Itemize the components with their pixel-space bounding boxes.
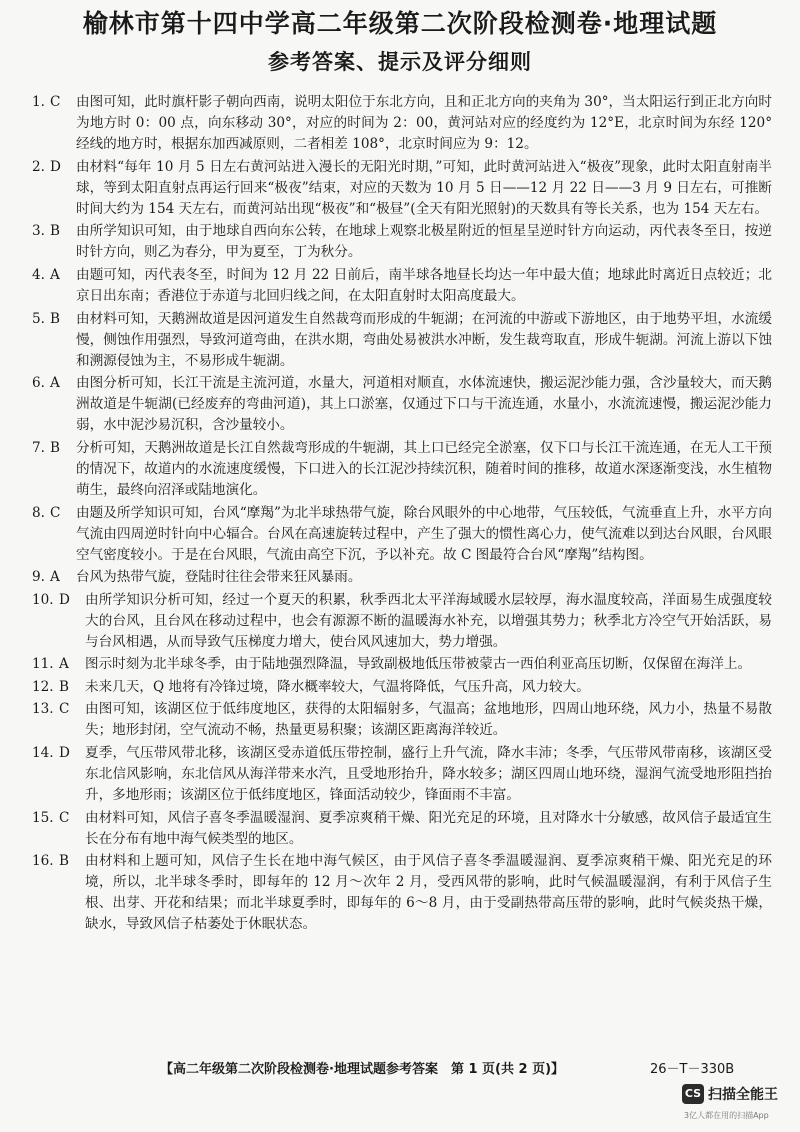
answer-item — [32, 373, 772, 436]
answer-item — [32, 677, 772, 698]
answer-item — [32, 567, 772, 588]
answer-number: 1. — [32, 94, 45, 110]
document-subtitle: 参考答案、提示及评分细则 — [268, 50, 532, 74]
answer-item — [32, 654, 772, 675]
answer-number: 14. — [32, 744, 54, 761]
answer-item — [32, 503, 772, 566]
answer-item — [32, 438, 772, 501]
answer-number: 2. — [32, 158, 45, 175]
footer-page-info: 【高二年级第二次阶段检测卷·地理试题参考答案 第 1 页(共 2 页)】 — [160, 1062, 565, 1077]
answer-item — [32, 808, 772, 850]
answer-explanation: 图示时刻为北半球冬季，由于陆地强烈降温，导致副极地低压带被蒙古一西伯利亚高压切断，仅保留在海洋上。 — [85, 656, 752, 673]
answer-number: 10. — [32, 591, 54, 608]
answer-number: 3. — [32, 223, 45, 240]
camscanner-logo-icon: CS — [682, 1084, 704, 1104]
answer-explanation: 台风为热带气旋，登陆时往往会带来狂风暴雨。 — [76, 569, 362, 586]
answer-letter: B — [50, 223, 60, 240]
answer-explanation: 由图可知，该湖区位于低纬度地区，获得的太阳辐射多，气温高；盆地地形，四周山地环绕，风力小，热量不易散失；地形封闭，空气流动不畅，热量更易积聚；该湖区距离海洋较近。 — [85, 701, 772, 739]
answer-explanation: 由题及所学知识可知，台风“摩羯”为北半球热带气旋，除台风眼外的中心地带，气压较低，气流垂直上升，水平方向气流由四周逆时针向中心辐合。台风在高速旋转过程中，产生了强大的惯性离心力，使气流难以到达台风眼，台风眼空气密度较小。于是在台风眼，气流由高空下沉，予以补充。故 C 图最符合台风“摩羯”结构图。 — [76, 504, 772, 563]
answer-letter: C — [59, 701, 70, 718]
answer-number: 5. — [32, 310, 45, 327]
answer-letter: B — [59, 853, 69, 870]
answer-number: 16. — [32, 853, 54, 870]
answer-letter: C — [50, 504, 61, 521]
answer-explanation: 由图分析可知，长江干流是主流河道，水量大，河道相对顺直，水体流速快，搬运泥沙能力强，含沙量较大，而天鹅洲故道是牛轭湖(已经废弃的弯曲河道)，其上口淤塞，仅通过下口与干流连通，水量小，水流流速慢，搬运泥沙能力弱，水中泥沙易沉积，含沙量较小。 — [76, 375, 772, 434]
answer-number: 9. — [32, 569, 45, 586]
answer-number: 7. — [32, 439, 45, 456]
answer-number: 6. — [32, 375, 45, 392]
answer-letter: D — [50, 158, 61, 175]
answer-item — [32, 157, 772, 220]
answer-item — [32, 92, 772, 155]
answer-item — [32, 309, 772, 372]
answer-letter: A — [59, 656, 69, 673]
answer-letter: D — [59, 591, 70, 608]
answer-number: 15. — [32, 809, 54, 826]
footer-code: 26－T－330B — [650, 1062, 735, 1077]
answer-letter: C — [59, 809, 70, 826]
watermark-tagline: 3亿人都在用的扫描App — [684, 1111, 769, 1120]
answer-explanation: 由所学知识分析可知，经过一个夏天的积累，秋季西北太平洋海域暖水层较厚，海水温度较高，洋面易生成强度较大的台风，且台风在移动过程中，也会有源源不断的温暖海水补充，以增强其势力；秋季北方冷空气开始活跃，易与台风相遇，从而导致气压梯度力增大，使台风风速加大，势力增强。 — [85, 591, 772, 650]
answer-explanation: 夏季，气压带风带北移，该湖区受赤道低压带控制，盛行上升气流，降水丰沛；冬季，气压带风带南移，该湖区受东北信风影响，东北信风从海洋带来水汽，且受地形抬升，降水较多；湖区四周山地环绕，湿润气流受地形阻挡抬升，多地形雨；该湖区位于低纬度地区，锋面活动较少，锋面雨不丰富。 — [85, 744, 772, 804]
answer-item — [32, 590, 772, 653]
answer-item — [32, 743, 772, 806]
answer-number: 8. — [32, 504, 45, 521]
answer-letter: A — [50, 375, 60, 392]
answer-explanation: 由题可知，丙代表冬至，时间为 12 月 22 日前后，南半球各地昼长均达一年中最大值；地球此时离近日点较近；北京日出东南；香港位于赤道与北回归线之间，在太阳直射时太阳高度最大。 — [76, 266, 772, 305]
answer-explanation: 由材料可知，风信子喜冬季温暖湿润、夏季凉爽稍干燥、阳光充足的环境，且对降水十分敏感，故风信子最适宜生长在分布有地中海气候类型的地区。 — [85, 809, 772, 847]
answer-explanation: 由材料可知，天鹅洲故道是因河道发生自然裁弯而形成的牛轭湖；在河流的中游或下游地区，由于地势平坦，水流缓慢，侧蚀作用强烈，导致河道弯曲，在洪水期，弯曲处易被洪水冲断，发生裁弯取直，形成牛轭湖。河流上游以下蚀和溯源侵蚀为主，不易形成牛轭湖。 — [76, 310, 772, 369]
answer-item — [32, 699, 772, 741]
answer-letter: A — [50, 266, 60, 283]
answer-number: 13. — [32, 701, 54, 718]
answer-explanation: 由所学知识可知，由于地球自西向东公转，在地球上观察北极星附近的恒星呈逆时针方向运动，丙代表冬至日，按逆时针方向，则乙为春分，甲为夏至，丁为秋分。 — [76, 223, 772, 261]
answer-explanation: 未来几天，Q 地将有冷锋过境，降水概率较大，气温将降低，气压升高，风力较大。 — [85, 678, 590, 695]
answer-letter: A — [50, 569, 60, 586]
answer-number: 4. — [32, 266, 45, 283]
answer-letter: B — [50, 439, 60, 456]
answer-explanation: 由图可知，此时旗杆影子朝向西南，说明太阳位于东北方向，且和正北方向的夹角为 30°，当太阳运行到正北方向时为地方时 0：00 点，向东移动 30°，对应的时间为 2：00，黄河站对应的经度约为 12°E，北京时间为东经 120°经线的地方时，根据东加西减原则，二者相差 108°，北京时间应为 9：12。 — [76, 94, 772, 153]
scanner-watermark — [682, 1082, 798, 1130]
document-title: 榆林市第十四中学高二年级第二次阶段检测卷·地理试题 — [82, 9, 718, 38]
answer-list — [32, 92, 772, 937]
answer-letter: B — [50, 310, 60, 327]
answer-letter: B — [59, 678, 69, 695]
answer-item — [32, 221, 772, 263]
answer-letter: D — [59, 744, 70, 761]
page-footer — [160, 1058, 770, 1077]
answer-number: 12. — [32, 678, 54, 695]
answer-letter: C — [50, 94, 61, 110]
watermark-app-name: 扫描全能王 — [708, 1087, 778, 1103]
answer-explanation: 由材料和上题可知，风信子生长在地中海气候区，由于风信子喜冬季温暖湿润、夏季凉爽稍干燥、阳光充足的环境，所以，北半球冬季时，即每年的 12 月～次年 2 月，受西风带的影响，此时气候温暖湿润，有利于风信子生根、出芽、开花和结果；而北半球夏季时，即每年的 6～8 月，由于受副热带高压带的影响，此时气候炎热干燥，缺水，导致风信子枯萎处于休眠状态。 — [85, 853, 772, 933]
answer-number: 11. — [32, 656, 54, 673]
answer-explanation: 分析可知，天鹅洲故道是长江自然裁弯形成的牛轭湖，其上口已经完全淤塞，仅下口与长江干流连通，在无人工干预的情况下，故道内的水流速度缓慢，下口进入的长江泥沙持续沉积，随着时间的推移，故道水深逐渐变浅，水生植物萌生，最终向沼泽或陆地演化。 — [76, 439, 772, 499]
answer-item — [32, 265, 772, 307]
answer-item — [32, 851, 772, 935]
answer-explanation: 由材料“每年 10 月 5 日左右黄河站进入漫长的无阳光时期，”可知，此时黄河站进入“极夜”现象，此时太阳直射南半球，等到太阳直射点再运行回来“极夜”结束，对应的天数为 10 月 5 日——12 月 22 日——3 月 9 日左右，可推断时间大约为 154 天左右，而黄河站出现“极夜”和“极昼”(全天有阳光照射)的天数具有等长关系，也为 154 天左右。 — [76, 158, 772, 217]
